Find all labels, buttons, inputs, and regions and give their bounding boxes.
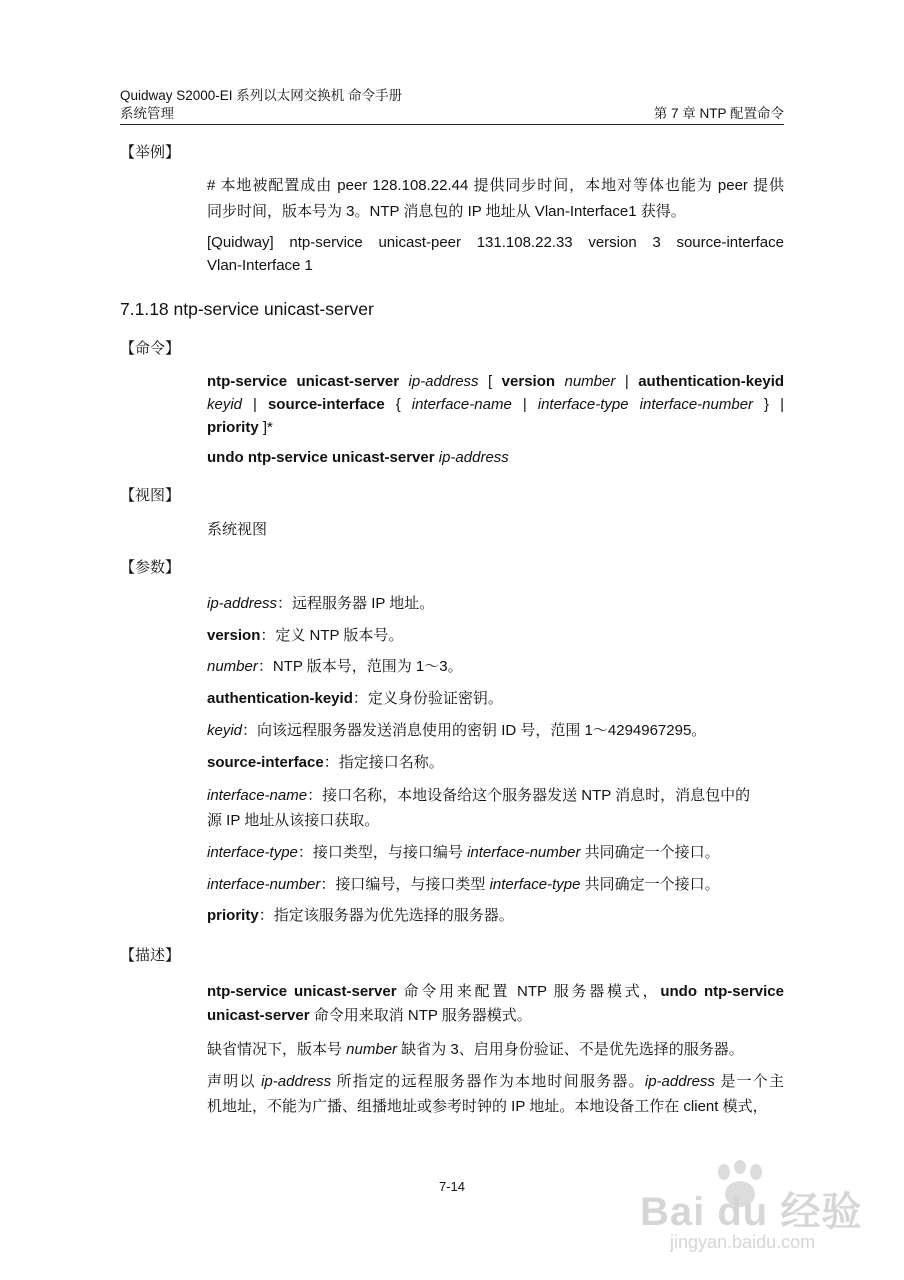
description-p1-line2	[207, 1006, 532, 1026]
cmd-param: ip-address	[438, 449, 509, 466]
command-heading: 【命令】	[120, 340, 181, 357]
watermark-url: jingyan.baidu.com	[670, 1232, 816, 1252]
cmd-param: ip-address	[408, 373, 479, 390]
command-undo-line	[207, 448, 509, 468]
desc-text: 命令用来取消 NTP 服务器模式。	[309, 1007, 532, 1024]
desc-text: 所指定的远程服务器作为本地时间服务器。	[331, 1073, 645, 1090]
example-cmd-line2: Vlan-Interface 1	[207, 257, 313, 274]
cmd-symbol: ]*	[258, 419, 273, 436]
param-name: interface-name	[207, 787, 308, 804]
desc-text: 是一个主	[714, 1073, 785, 1090]
cmd-symbol: |	[253, 396, 257, 413]
watermark-brand: Bai du 经验	[640, 1190, 863, 1234]
view-heading: 【视图】	[120, 487, 181, 504]
command-syntax-line2	[207, 395, 784, 415]
description-p3-line1	[207, 1072, 784, 1092]
desc-param: ip-address	[261, 1073, 332, 1090]
cmd-symbol: }	[764, 396, 770, 413]
param-desc: ：指定接口名称。	[323, 754, 444, 771]
cmd-param: interface-name	[411, 396, 512, 413]
example-heading: 【举例】	[120, 144, 181, 161]
param-number	[207, 657, 463, 677]
param-desc: ：NTP 版本号，范围为 1～3。	[257, 658, 463, 675]
description-heading: 【描述】	[120, 947, 181, 964]
example-cmd-line1: [Quidway] ntp-service unicast-peer 131.108.22.33 version 3 source-interface	[207, 234, 784, 251]
param-ref: interface-type	[489, 876, 581, 893]
cmd-keyword: source-interface	[267, 396, 385, 413]
page-number: 7-14	[438, 1179, 466, 1194]
command-syntax-line3	[207, 418, 273, 438]
desc-text: 声明以	[207, 1073, 262, 1090]
cmd-keyword: authentication-keyid	[638, 373, 785, 390]
param-name: priority	[207, 907, 259, 924]
param-source-interface	[207, 753, 444, 773]
param-desc: ：定义 NTP 版本号。	[260, 627, 404, 644]
param-desc: ：远程服务器 IP 地址。	[277, 595, 435, 612]
example-desc-line1: # 本地被配置成由 peer 128.108.22.44 提供同步时间，本地对等体也能为 peer 提供	[207, 177, 784, 194]
header-subtitle: 系统管理	[120, 106, 174, 121]
cmd-param: number	[564, 373, 616, 390]
param-desc: ：接口编号，与接口类型	[320, 876, 490, 893]
cmd-keyword: priority	[207, 419, 259, 436]
param-keyid	[207, 721, 706, 741]
param-desc: ：接口名称，本地设备给这个服务器发送 NTP 消息时，消息包中的	[307, 787, 751, 804]
description-p2	[207, 1040, 744, 1060]
param-name: keyid	[207, 722, 243, 739]
desc-keyword: unicast-server	[207, 1007, 310, 1024]
cmd-param: interface-type	[537, 396, 629, 413]
param-name: authentication-keyid	[207, 690, 353, 707]
param-name: source-interface	[207, 754, 324, 771]
param-name: number	[207, 658, 258, 675]
cmd-symbol: |	[780, 396, 784, 413]
header-rule	[120, 124, 784, 125]
param-priority	[207, 906, 514, 926]
desc-keyword: undo ntp-service	[660, 983, 784, 1000]
cmd-keyword: undo ntp-service unicast-server	[207, 449, 435, 466]
param-desc: ：接口类型，与接口编号	[297, 844, 468, 861]
param-interface-number	[207, 875, 720, 895]
desc-param: ip-address	[644, 1073, 715, 1090]
param-desc: ：指定该服务器为优先选择的服务器。	[258, 907, 514, 924]
desc-text: 命令用来配置 NTP 服务器模式，	[396, 983, 661, 1000]
description-p1-line1	[207, 982, 784, 1002]
param-ref: interface-number	[467, 844, 581, 861]
param-interface-name	[207, 786, 750, 806]
desc-text: 缺省为 3、启用身份验证、不是优先选择的服务器。	[397, 1041, 744, 1058]
param-authentication-keyid	[207, 689, 503, 709]
param-name: interface-type	[207, 844, 298, 861]
param-ip-address	[207, 594, 434, 614]
header-title: Quidway S2000-EI 系列以太网交换机 命令手册	[120, 88, 403, 103]
command-syntax-line1	[207, 372, 784, 392]
cmd-symbol: |	[522, 396, 527, 413]
cmd-keyword: version	[501, 373, 556, 390]
desc-keyword: ntp-service unicast-server	[207, 983, 397, 1000]
param-name: interface-number	[207, 876, 321, 893]
param-interface-name-cont: 源 IP 地址从该接口获取。	[207, 812, 380, 829]
header-chapter: 第 7 章 NTP 配置命令	[653, 106, 784, 121]
section-title: 7.1.18 ntp-service unicast-server	[120, 299, 374, 319]
param-interface-type	[207, 843, 720, 863]
param-version	[207, 626, 403, 646]
cmd-param: keyid	[207, 396, 243, 413]
params-heading: 【参数】	[120, 559, 181, 576]
cmd-symbol: [	[488, 373, 493, 390]
param-name: version	[207, 627, 261, 644]
example-desc-line2: 同步时间，版本号为 3。NTP 消息包的 IP 地址从 Vlan-Interface1 获得。	[207, 203, 686, 220]
cmd-symbol: |	[624, 373, 629, 390]
view-text: 系统视图	[207, 521, 268, 538]
param-desc: ：向该远程服务器发送消息使用的密钥 ID 号，范围 1～4294967295。	[242, 722, 707, 739]
param-name: ip-address	[207, 595, 278, 612]
param-desc-tail: 共同确定一个接口。	[580, 876, 720, 893]
cmd-symbol: {	[395, 396, 401, 413]
cmd-param: interface-number	[639, 396, 754, 413]
desc-param: number	[346, 1041, 398, 1058]
cmd-keyword: ntp-service unicast-server	[207, 373, 400, 390]
param-desc: ：定义身份验证密钥。	[352, 690, 503, 707]
baidu-watermark	[640, 1160, 870, 1260]
description-p3-line2: 机地址，不能为广播、组播地址或参考时钟的 IP 地址。本地设备工作在 client 模式，	[207, 1098, 768, 1115]
desc-text: 缺省情况下，版本号	[207, 1041, 347, 1058]
param-desc-tail: 共同确定一个接口。	[580, 844, 720, 861]
